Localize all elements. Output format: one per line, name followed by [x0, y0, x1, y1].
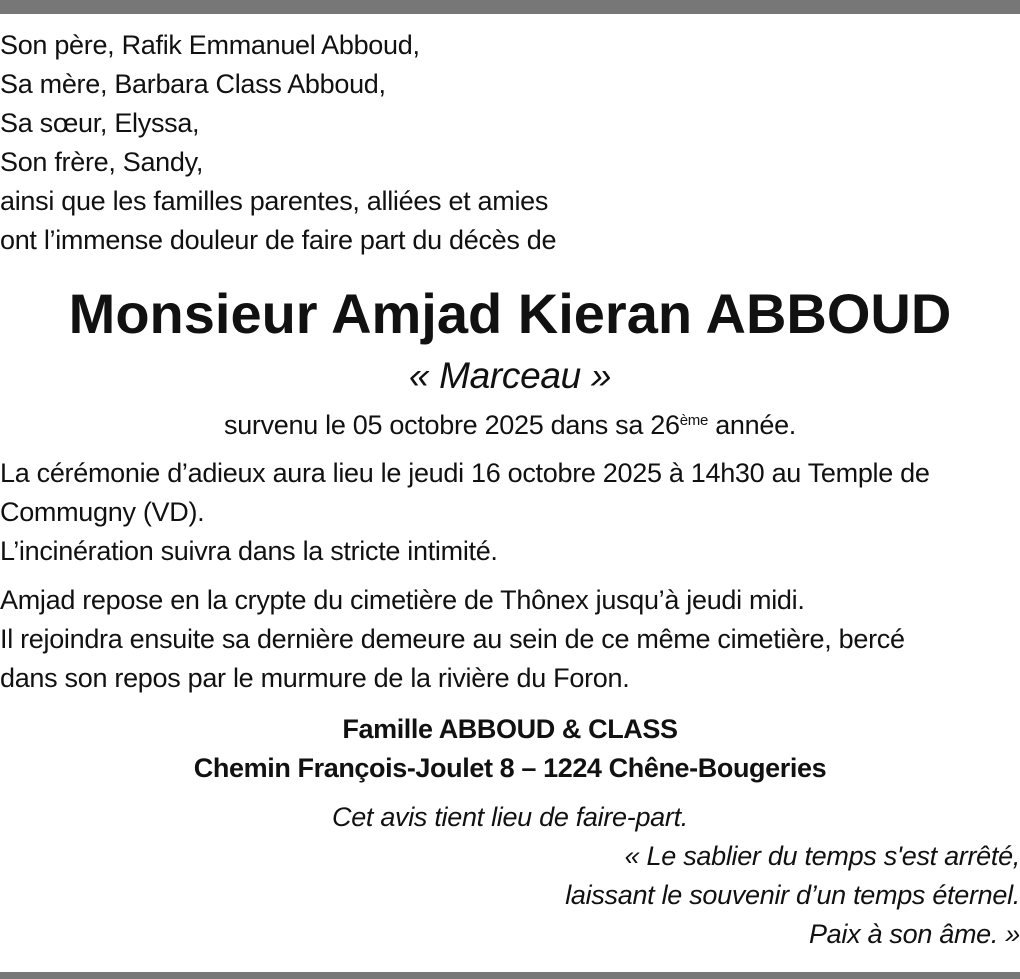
rest-line-3: dans son repos par le murmure de la rivière du Foron.	[0, 663, 630, 693]
closing-quote	[0, 837, 1020, 954]
ordinal-suffix: ème	[679, 412, 709, 429]
intro-line-mother: Sa mère, Barbara Class Abboud,	[0, 69, 386, 99]
deceased-nickname: « Marceau »	[408, 355, 612, 396]
intro-line-brother: Son frère, Sandy,	[0, 147, 204, 177]
rest-line-2: Il rejoindra ensuite sa dernière demeure au sein de ce même cimetière, bercé	[0, 624, 905, 654]
intro-line-father: Son père, Rafik Emmanuel Abboud,	[0, 30, 420, 60]
bottom-border	[0, 972, 1020, 979]
notice-text: Cet avis tient lieu de faire-part.	[332, 802, 688, 832]
deceased-name: Monsieur Amjad Kieran ABBOUD	[68, 282, 952, 345]
death-date-end: année.	[708, 410, 796, 440]
rest-paragraph	[0, 581, 1020, 698]
family-contact	[0, 710, 1020, 788]
notice-line	[0, 798, 1020, 837]
obituary-notice	[0, 26, 1020, 954]
death-date-line	[0, 404, 1020, 446]
ceremony-line-1: La cérémonie d’adieux aura lieu le jeudi 16 octobre 2025 à 14h30 au Temple de	[0, 458, 930, 488]
ceremony-paragraph	[0, 454, 1020, 571]
intro-line-announcement: ont l’immense douleur de faire part du décès de	[0, 225, 557, 255]
family-address: Chemin François-Joulet 8 – 1224 Chêne-Bougeries	[193, 753, 827, 783]
rest-line-1: Amjad repose en la crypte du cimetière de Thônex jusqu’à jeudi midi.	[0, 585, 805, 615]
ceremony-line-3: L’incinération suivra dans la stricte intimité.	[0, 536, 498, 566]
intro-line-families: ainsi que les familles parentes, alliées et amies	[0, 186, 549, 216]
quote-line-1: « Le sablier du temps s'est arrêté,	[624, 841, 1020, 871]
intro-line-sister: Sa sœur, Elyssa,	[0, 108, 200, 138]
quote-line-3: Paix à son âme. »	[808, 919, 1020, 949]
quote-line-2: laissant le souvenir d’un temps éternel.	[565, 880, 1020, 910]
intro-family-list	[0, 26, 1020, 260]
death-date-text: survenu le 05 octobre 2025 dans sa 26	[224, 410, 680, 440]
ceremony-line-2: Commugny (VD).	[0, 497, 205, 527]
top-border	[0, 0, 1020, 14]
family-names: Famille ABBOUD & CLASS	[342, 714, 678, 744]
